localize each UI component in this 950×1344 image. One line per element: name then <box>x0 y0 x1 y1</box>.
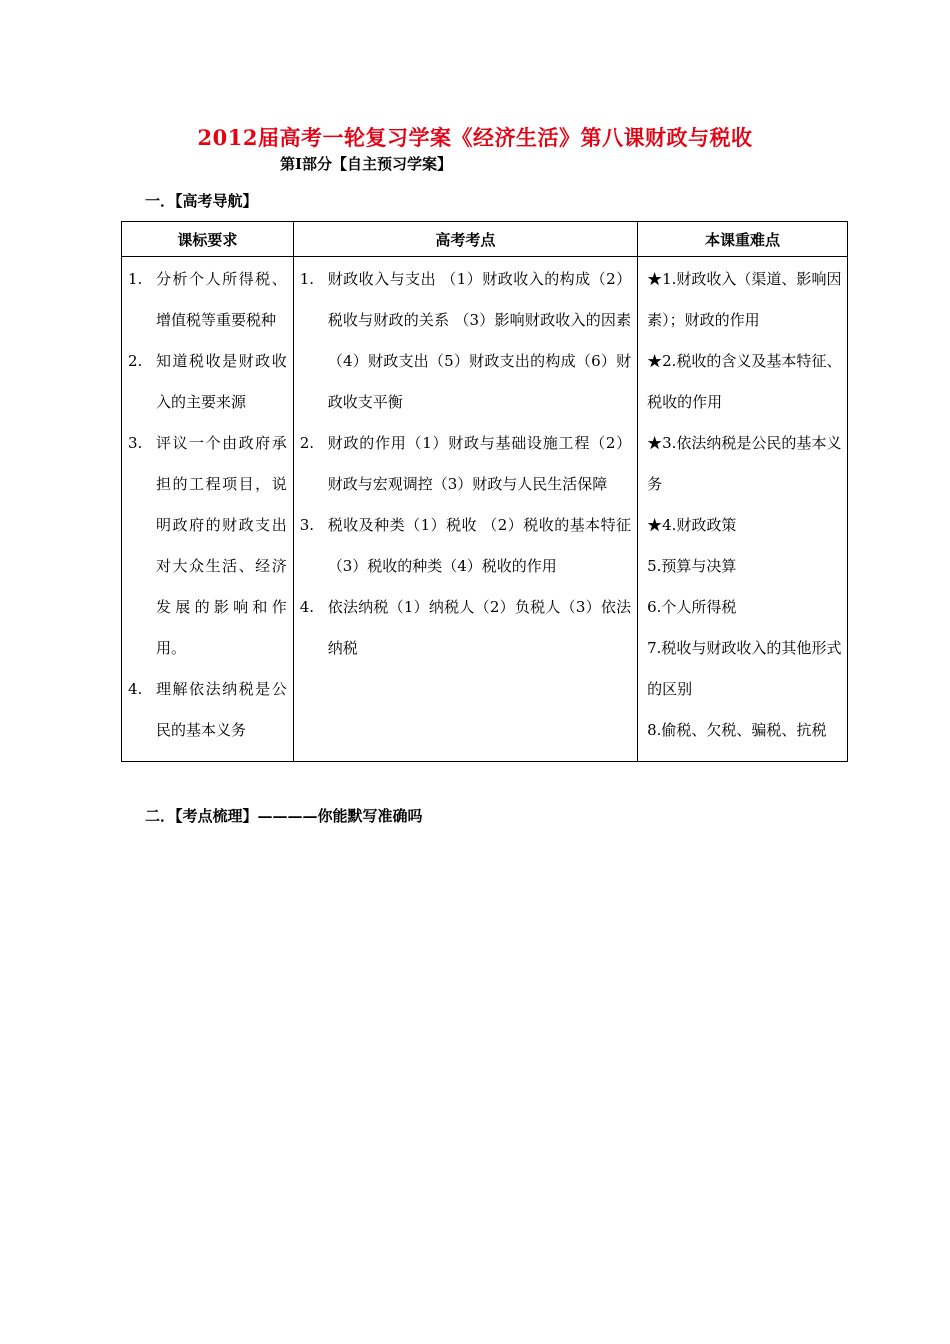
list-item: 4. 依法纳税（1）纳税人（2）负税人（3）依法纳税 <box>299 598 632 657</box>
header-exam-points: 高考考点 <box>293 222 637 257</box>
key-points-cell <box>638 257 848 762</box>
document-title: 2012届高考一轮复习学案《经济生活》第八课财政与税收 <box>197 125 753 150</box>
list-item: 1. 分析个人所得税、增值税等重要税种 <box>128 270 287 329</box>
list-item: 1. 财政收入与支出 （1）财政收入的构成（2）税收与财政的关系 （3）影响财政收入的因素（4）财政支出（5）财政支出的构成（6）财政收支平衡 <box>299 270 632 411</box>
section-heading-navigation: 一．【高考导航】 <box>145 192 258 210</box>
table-body-row <box>122 257 848 762</box>
list-item: 2. 知道税收是财政收入的主要来源 <box>128 352 287 411</box>
exam-points-cell <box>293 257 637 762</box>
key-point-item: 7.税收与财政收入的其他形式的区别 <box>647 639 842 698</box>
key-point-item: 6.个人所得税 <box>647 598 737 616</box>
exam-guide-table <box>121 221 848 762</box>
key-point-item: ★2.税收的含义及基本特征、税收的作用 <box>647 352 842 411</box>
list-item: 3. 评议一个由政府承担的工程项目，说明政府的财政支出对大众生活、经济发展的影响和作用。 <box>128 434 287 657</box>
key-point-item: ★1.财政收入（渠道、影响因素）；财政的作用 <box>647 270 842 329</box>
header-curriculum-requirements: 课标要求 <box>122 222 294 257</box>
list-item: 2. 财政的作用（1）财政与基础设施工程（2）财政与宏观调控（3）财政与人民生活保障 <box>299 434 632 493</box>
section-heading-review: 二．【考点梳理】————你能默写准确吗 <box>145 807 423 825</box>
part-subtitle: 第Ⅰ部分【自主预习学案】 <box>280 155 453 173</box>
key-point-item: 8.偷税、欠税、骗税、抗税 <box>647 721 827 739</box>
key-point-item: ★3.依法纳税是公民的基本义务 <box>647 434 842 493</box>
curriculum-requirements-cell <box>122 257 294 762</box>
key-point-item: ★4.财政政策 <box>647 516 737 534</box>
key-point-item: 5.预算与决算 <box>647 557 737 575</box>
list-item: 3. 税收及种类（1）税收 （2）税收的基本特征 （3）税收的种类（4）税收的作用 <box>299 516 632 575</box>
header-key-difficult-points: 本课重难点 <box>638 222 848 257</box>
table-header-row <box>122 222 848 257</box>
list-item: 4. 理解依法纳税是公民的基本义务 <box>128 680 287 739</box>
